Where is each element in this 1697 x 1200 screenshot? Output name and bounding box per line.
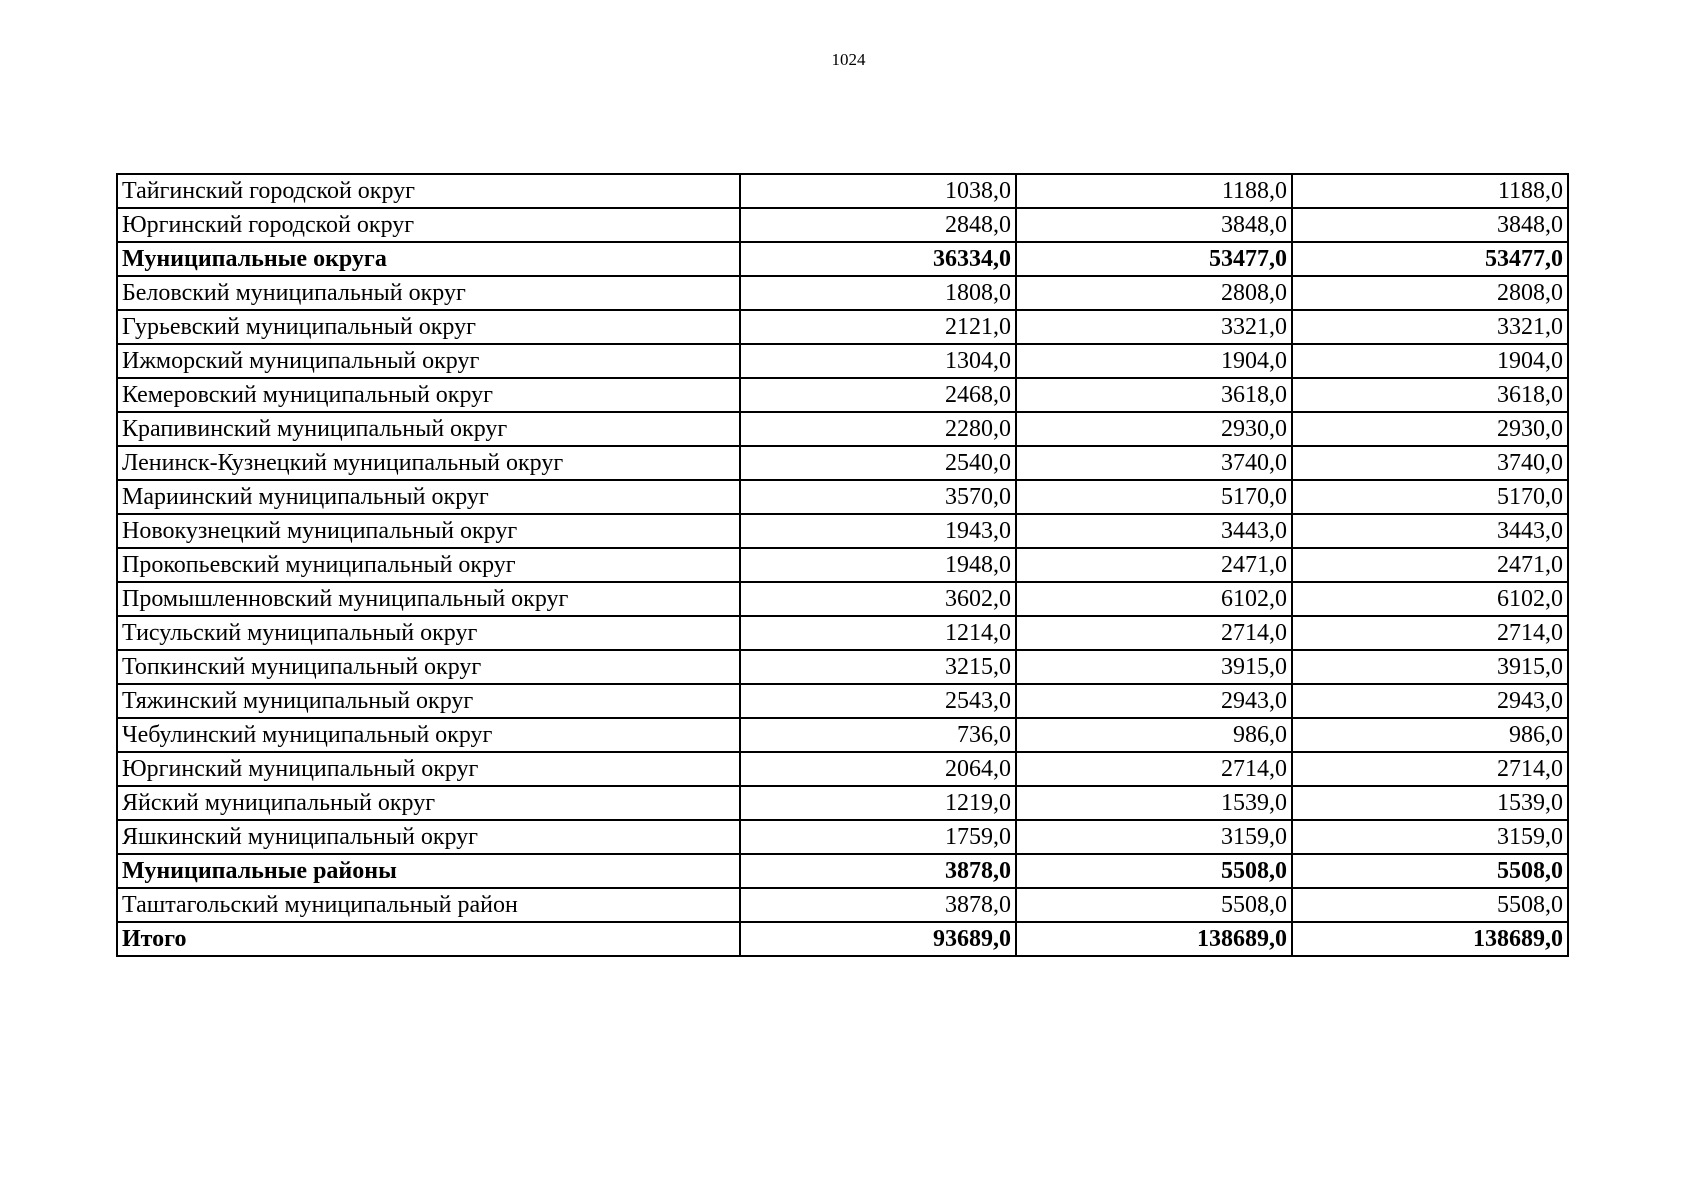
- row-value-2-cell: 5170,0: [1016, 480, 1292, 514]
- row-value-1-cell: 2543,0: [740, 684, 1016, 718]
- row-value-2-cell: 5508,0: [1016, 888, 1292, 922]
- row-name-cell: Прокопьевский муниципальный округ: [117, 548, 740, 582]
- row-value-2-cell: 2714,0: [1016, 616, 1292, 650]
- row-name-cell: Беловский муниципальный округ: [117, 276, 740, 310]
- row-value-1-cell: 93689,0: [740, 922, 1016, 956]
- row-value-1-cell: 3602,0: [740, 582, 1016, 616]
- row-name-cell: Чебулинский муниципальный округ: [117, 718, 740, 752]
- row-name-cell: Юргинский муниципальный округ: [117, 752, 740, 786]
- row-value-3-cell: 53477,0: [1292, 242, 1568, 276]
- row-name-cell: Ленинск-Кузнецкий муниципальный округ: [117, 446, 740, 480]
- row-name-cell: Гурьевский муниципальный округ: [117, 310, 740, 344]
- table-row: [117, 174, 1568, 208]
- row-value-1-cell: 2064,0: [740, 752, 1016, 786]
- table-row: [117, 650, 1568, 684]
- row-value-3-cell: 3321,0: [1292, 310, 1568, 344]
- row-value-1-cell: 2280,0: [740, 412, 1016, 446]
- row-value-2-cell: 2808,0: [1016, 276, 1292, 310]
- table-row: [117, 582, 1568, 616]
- table-row: [117, 854, 1568, 888]
- row-value-2-cell: 5508,0: [1016, 854, 1292, 888]
- row-value-1-cell: 3570,0: [740, 480, 1016, 514]
- row-value-1-cell: 1038,0: [740, 174, 1016, 208]
- row-value-3-cell: 1539,0: [1292, 786, 1568, 820]
- row-value-1-cell: 2468,0: [740, 378, 1016, 412]
- row-value-2-cell: 6102,0: [1016, 582, 1292, 616]
- row-value-1-cell: 2540,0: [740, 446, 1016, 480]
- row-value-2-cell: 3443,0: [1016, 514, 1292, 548]
- table-row: [117, 480, 1568, 514]
- row-name-cell: Юргинский городской округ: [117, 208, 740, 242]
- row-value-2-cell: 2930,0: [1016, 412, 1292, 446]
- table-row: [117, 378, 1568, 412]
- row-value-2-cell: 3915,0: [1016, 650, 1292, 684]
- row-name-cell: Тайгинский городской округ: [117, 174, 740, 208]
- row-value-3-cell: 138689,0: [1292, 922, 1568, 956]
- table-row: [117, 820, 1568, 854]
- row-value-1-cell: 3878,0: [740, 854, 1016, 888]
- table-row: [117, 412, 1568, 446]
- row-value-3-cell: 986,0: [1292, 718, 1568, 752]
- row-value-3-cell: 3159,0: [1292, 820, 1568, 854]
- row-value-1-cell: 1759,0: [740, 820, 1016, 854]
- row-value-1-cell: 2848,0: [740, 208, 1016, 242]
- table-row: [117, 548, 1568, 582]
- row-name-cell: Промышленновский муниципальный округ: [117, 582, 740, 616]
- data-table: [116, 173, 1569, 957]
- row-value-2-cell: 2471,0: [1016, 548, 1292, 582]
- row-value-1-cell: 1304,0: [740, 344, 1016, 378]
- row-value-2-cell: 3740,0: [1016, 446, 1292, 480]
- table-row: [117, 752, 1568, 786]
- row-value-3-cell: 2808,0: [1292, 276, 1568, 310]
- row-value-1-cell: 3878,0: [740, 888, 1016, 922]
- row-name-cell: Муниципальные округа: [117, 242, 740, 276]
- table-row: [117, 888, 1568, 922]
- row-value-3-cell: 2943,0: [1292, 684, 1568, 718]
- row-name-cell: Яшкинский муниципальный округ: [117, 820, 740, 854]
- row-name-cell: Яйский муниципальный округ: [117, 786, 740, 820]
- table-row: [117, 684, 1568, 718]
- row-value-3-cell: 2471,0: [1292, 548, 1568, 582]
- row-value-3-cell: 6102,0: [1292, 582, 1568, 616]
- row-name-cell: Таштагольский муниципальный район: [117, 888, 740, 922]
- row-value-3-cell: 5170,0: [1292, 480, 1568, 514]
- row-name-cell: Итого: [117, 922, 740, 956]
- row-value-3-cell: 3618,0: [1292, 378, 1568, 412]
- table-row: [117, 276, 1568, 310]
- row-value-3-cell: 1188,0: [1292, 174, 1568, 208]
- row-value-2-cell: 2714,0: [1016, 752, 1292, 786]
- row-value-3-cell: 2714,0: [1292, 616, 1568, 650]
- row-value-3-cell: 2930,0: [1292, 412, 1568, 446]
- table-row: [117, 310, 1568, 344]
- row-name-cell: Мариинский муниципальный округ: [117, 480, 740, 514]
- table-row: [117, 786, 1568, 820]
- row-value-3-cell: 5508,0: [1292, 888, 1568, 922]
- row-value-1-cell: 1943,0: [740, 514, 1016, 548]
- table-row: [117, 446, 1568, 480]
- row-value-2-cell: 3618,0: [1016, 378, 1292, 412]
- table-row: [117, 514, 1568, 548]
- row-value-1-cell: 2121,0: [740, 310, 1016, 344]
- table-row: [117, 718, 1568, 752]
- table-row: [117, 344, 1568, 378]
- row-value-2-cell: 3159,0: [1016, 820, 1292, 854]
- row-value-2-cell: 986,0: [1016, 718, 1292, 752]
- row-name-cell: Топкинский муниципальный округ: [117, 650, 740, 684]
- row-name-cell: Тяжинский муниципальный округ: [117, 684, 740, 718]
- table-body: [117, 174, 1568, 956]
- row-value-2-cell: 138689,0: [1016, 922, 1292, 956]
- row-name-cell: Ижморский муниципальный округ: [117, 344, 740, 378]
- row-value-1-cell: 736,0: [740, 718, 1016, 752]
- row-value-2-cell: 3321,0: [1016, 310, 1292, 344]
- row-value-2-cell: 3848,0: [1016, 208, 1292, 242]
- row-value-1-cell: 36334,0: [740, 242, 1016, 276]
- row-value-3-cell: 2714,0: [1292, 752, 1568, 786]
- table-row: [117, 208, 1568, 242]
- row-value-3-cell: 3740,0: [1292, 446, 1568, 480]
- row-name-cell: Кемеровский муниципальный округ: [117, 378, 740, 412]
- row-value-2-cell: 1904,0: [1016, 344, 1292, 378]
- table-row: [117, 242, 1568, 276]
- row-value-2-cell: 53477,0: [1016, 242, 1292, 276]
- row-value-2-cell: 1188,0: [1016, 174, 1292, 208]
- row-name-cell: Тисульский муниципальный округ: [117, 616, 740, 650]
- row-value-1-cell: 1214,0: [740, 616, 1016, 650]
- row-name-cell: Новокузнецкий муниципальный округ: [117, 514, 740, 548]
- row-value-1-cell: 1219,0: [740, 786, 1016, 820]
- row-value-2-cell: 2943,0: [1016, 684, 1292, 718]
- table-row: [117, 922, 1568, 956]
- row-name-cell: Крапивинский муниципальный округ: [117, 412, 740, 446]
- row-value-3-cell: 3443,0: [1292, 514, 1568, 548]
- row-value-3-cell: 3848,0: [1292, 208, 1568, 242]
- row-value-2-cell: 1539,0: [1016, 786, 1292, 820]
- row-value-1-cell: 1948,0: [740, 548, 1016, 582]
- row-value-3-cell: 5508,0: [1292, 854, 1568, 888]
- row-value-1-cell: 1808,0: [740, 276, 1016, 310]
- page-number: 1024: [831, 50, 866, 69]
- row-value-1-cell: 3215,0: [740, 650, 1016, 684]
- table-row: [117, 616, 1568, 650]
- row-value-3-cell: 1904,0: [1292, 344, 1568, 378]
- row-name-cell: Муниципальные районы: [117, 854, 740, 888]
- row-value-3-cell: 3915,0: [1292, 650, 1568, 684]
